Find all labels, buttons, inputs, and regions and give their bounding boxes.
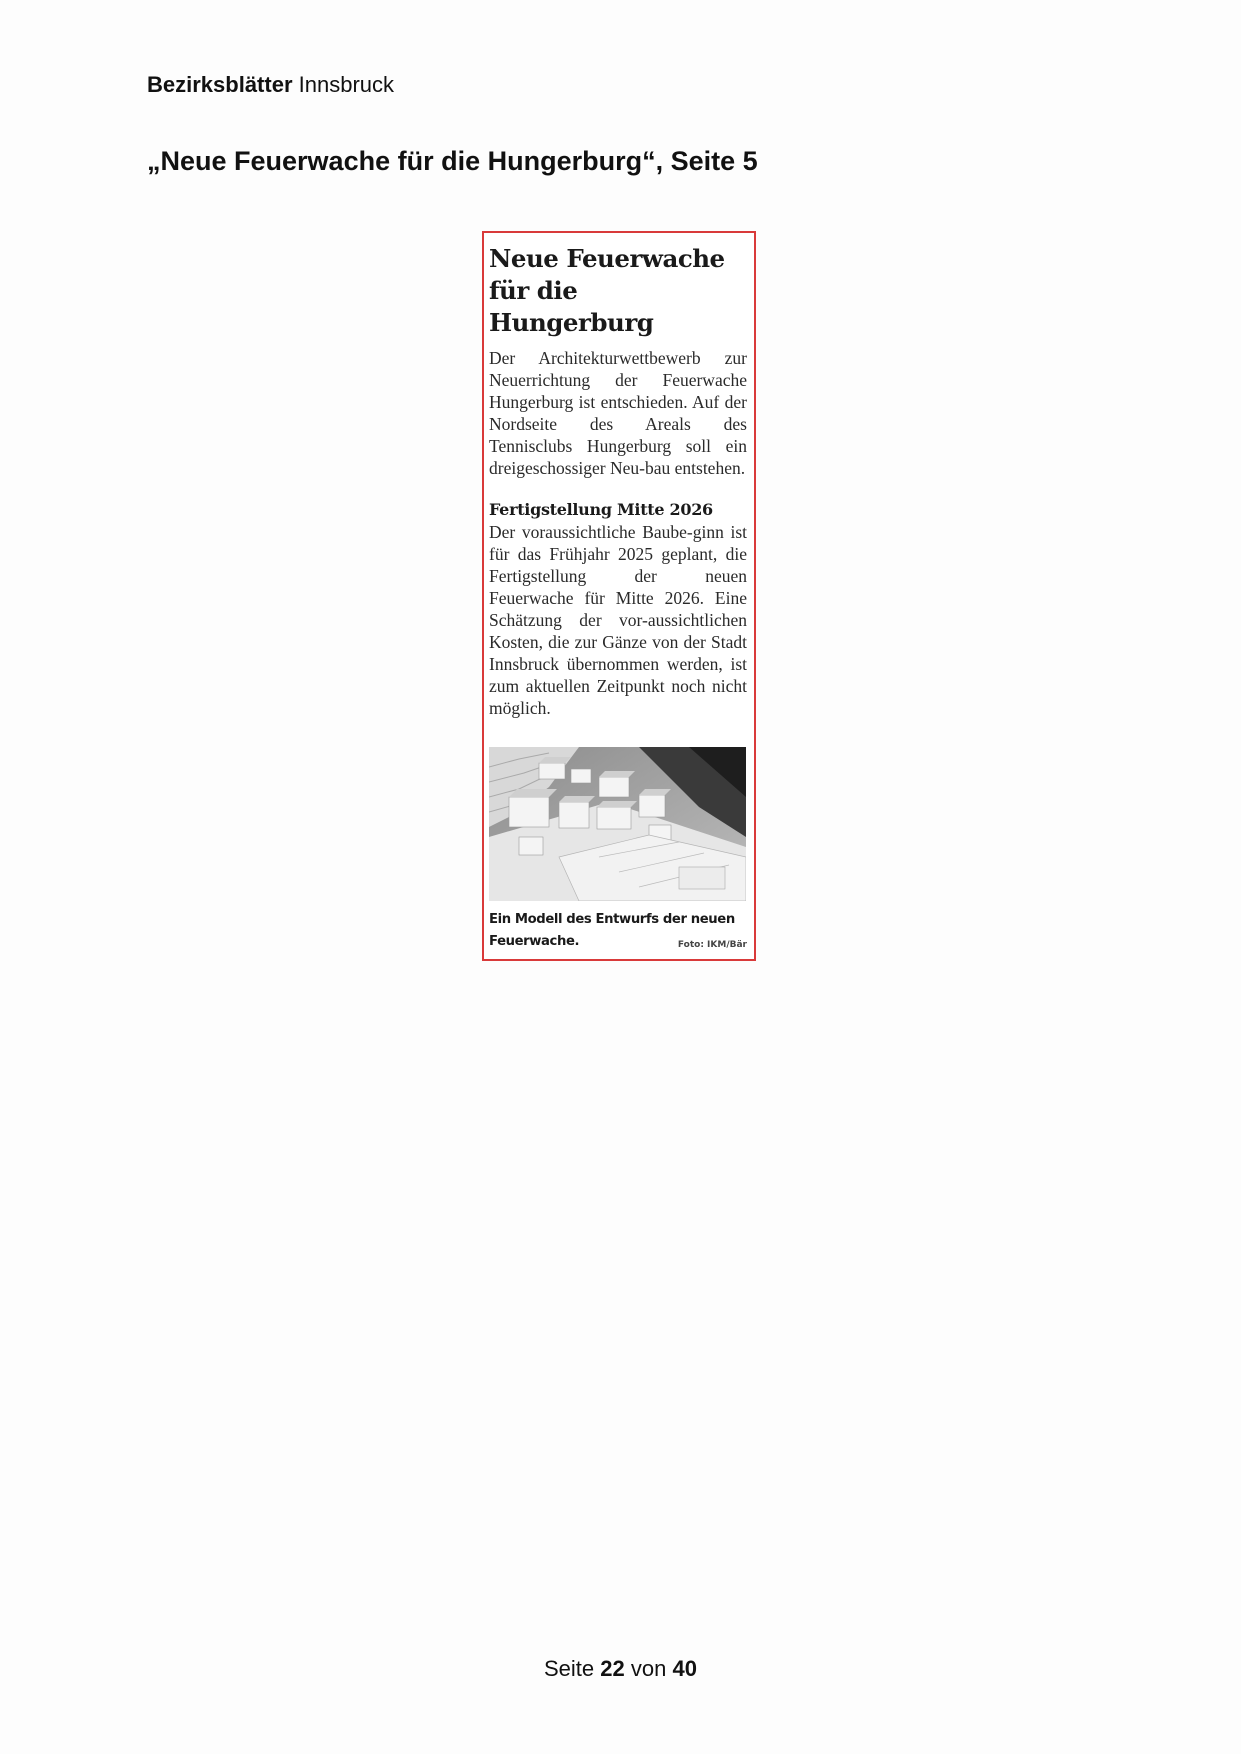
photo-caption xyxy=(489,909,747,953)
architecture-model-photo xyxy=(489,747,746,901)
document-title: „Neue Feuerwache für die Hungerburg“, Seite 5 xyxy=(147,146,758,176)
publication-name: Bezirksblätter xyxy=(147,72,293,97)
total-page-count: 40 xyxy=(672,1656,697,1681)
photo-credit: Foto: IKM/Bär xyxy=(677,940,747,950)
article-headline xyxy=(489,243,747,339)
current-page-number: 22 xyxy=(600,1656,625,1681)
publication-region: Innsbruck xyxy=(298,72,395,97)
newspaper-clipping xyxy=(482,231,756,961)
page-footer xyxy=(0,1656,1241,1682)
article-subhead: Fertigstellung Mitte 2026 xyxy=(489,500,713,519)
footer-of-label: von xyxy=(630,1656,667,1681)
headline-line-2: für die Hungerburg xyxy=(489,276,654,337)
article-body: Der voraussichtliche Baube-ginn ist für das Frühjahr 2025 geplant, die Fertigstellung der neuen Feuerwache für Mitte 2026. Eine Schätzung der vor-aussichtlichen Kosten, die zur Gänze von der Stadt Innsbruck übernommen werden, ist zum aktuellen Zeitpunkt noch nicht möglich. xyxy=(489,522,747,718)
headline-line-1: Neue Feuerwache xyxy=(489,244,725,273)
footer-prefix: Seite xyxy=(544,1656,595,1681)
caption-text: Ein Modell des Entwurfs der neuen Feuerwache. xyxy=(489,912,735,949)
publication-header xyxy=(147,72,394,98)
article-lead: Der Architekturwettbewerb zur Neuerrichtung der Feuerwache Hungerburg ist entschieden. Auf der Nordseite des Areals des Tennisclubs Hungerburg soll ein dreigeschossiger Neu-bau entstehen. xyxy=(489,348,747,478)
clipping-text-column xyxy=(489,243,747,719)
